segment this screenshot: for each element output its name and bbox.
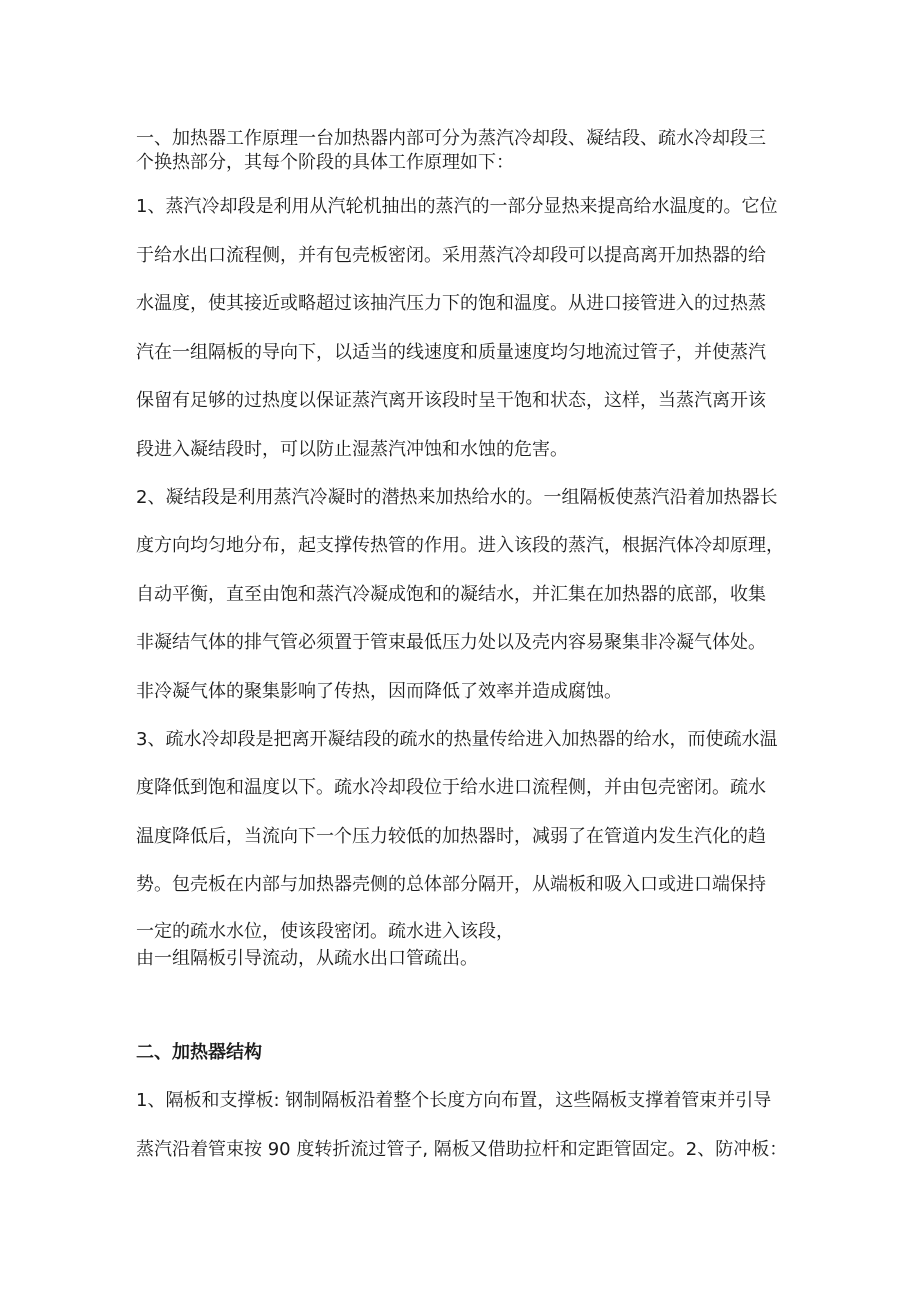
section1-item2-line-2: 度方向均匀地分布，起支撑传热管的作用。进入该段的蒸汽，根据汽体冷却原理，	[136, 535, 784, 556]
section1-item3-line-2: 度降低到饱和温度以下。疏水冷却段位于给水进口流程侧，并由包壳密闭。疏水	[136, 777, 766, 798]
section1-item1-line-1: 1、蒸汽冷却段是利用从汽轮机抽出的蒸汽的一部分显热来提高给水温度的。它位	[136, 196, 778, 217]
section1-item2-line-3: 自动平衡，直至由饱和蒸汽冷凝成饱和的凝结水，并汇集在加热器的底部，收集	[136, 584, 766, 605]
section1-item3-line-1: 3、疏水冷却段是把离开凝结段的疏水的热量传给进入加热器的给水，而使疏水温	[136, 729, 778, 750]
section1-item3-line-4: 势。包壳板在内部与加热器壳侧的总体部分隔开，从端板和吸入口或进口端保持	[136, 874, 766, 895]
section1-item1-line-2: 于给水出口流程侧，并有包壳板密闭。采用蒸汽冷却段可以提高离开加热器的给	[136, 245, 766, 266]
section1-item2-line-1: 2、凝结段是利用蒸汽冷凝时的潜热来加热给水的。一组隔板使蒸汽沿着加热器长	[136, 487, 778, 508]
section1-intro-line-1: 一、加热器工作原理一台加热器内部可分为蒸汽冷却段、凝结段、疏水冷却段三	[136, 128, 766, 149]
section1-item1-line-3: 水温度，使其接近或略超过该抽汽压力下的饱和温度。从进口接管进入的过热蒸	[136, 293, 766, 314]
section1-item2-line-5: 非冷凝气体的聚集影响了传热，因而降低了效率并造成腐蚀。	[136, 681, 622, 702]
section1-item3-line-5: 一定的疏水水位，使该段密闭。疏水进入该段，	[136, 921, 514, 942]
section2-item1-line-2: 蒸汽沿着管束按 90 度转折流过管子, 隔板又借助拉杆和定距管固定。2、防冲板：	[136, 1139, 788, 1160]
section1-item3-line-3: 温度降低后，当流向下一个压力较低的加热器时，减弱了在管道内发生汽化的趋	[136, 826, 766, 847]
section1-item1-line-4: 汽在一组隔板的导向下，以适当的线速度和质量速度均匀地流过管子，并使蒸汽	[136, 342, 766, 363]
section1-intro-line-2: 个换热部分，其每个阶段的具体工作原理如下：	[136, 152, 514, 173]
section1-item2-line-4: 非凝结气体的排气管必须置于管束最低压力处以及壳内容易聚集非冷凝气体处。	[136, 632, 766, 653]
section1-item1-line-5: 保留有足够的过热度以保证蒸汽离开该段时呈干饱和状态，这样，当蒸汽离开该	[136, 390, 766, 411]
section2-item1-line-1: 1、隔板和支撑板: 钢制隔板沿着整个长度方向布置，这些隔板支撑着管束并引导	[136, 1090, 772, 1111]
section1-item3-line-6: 由一组隔板引导流动，从疏水出口管疏出。	[136, 948, 478, 969]
section2-heading: 二、加热器结构	[136, 1042, 262, 1063]
section1-item1-line-6: 段进入凝结段时，可以防止湿蒸汽冲蚀和水蚀的危害。	[136, 439, 568, 460]
